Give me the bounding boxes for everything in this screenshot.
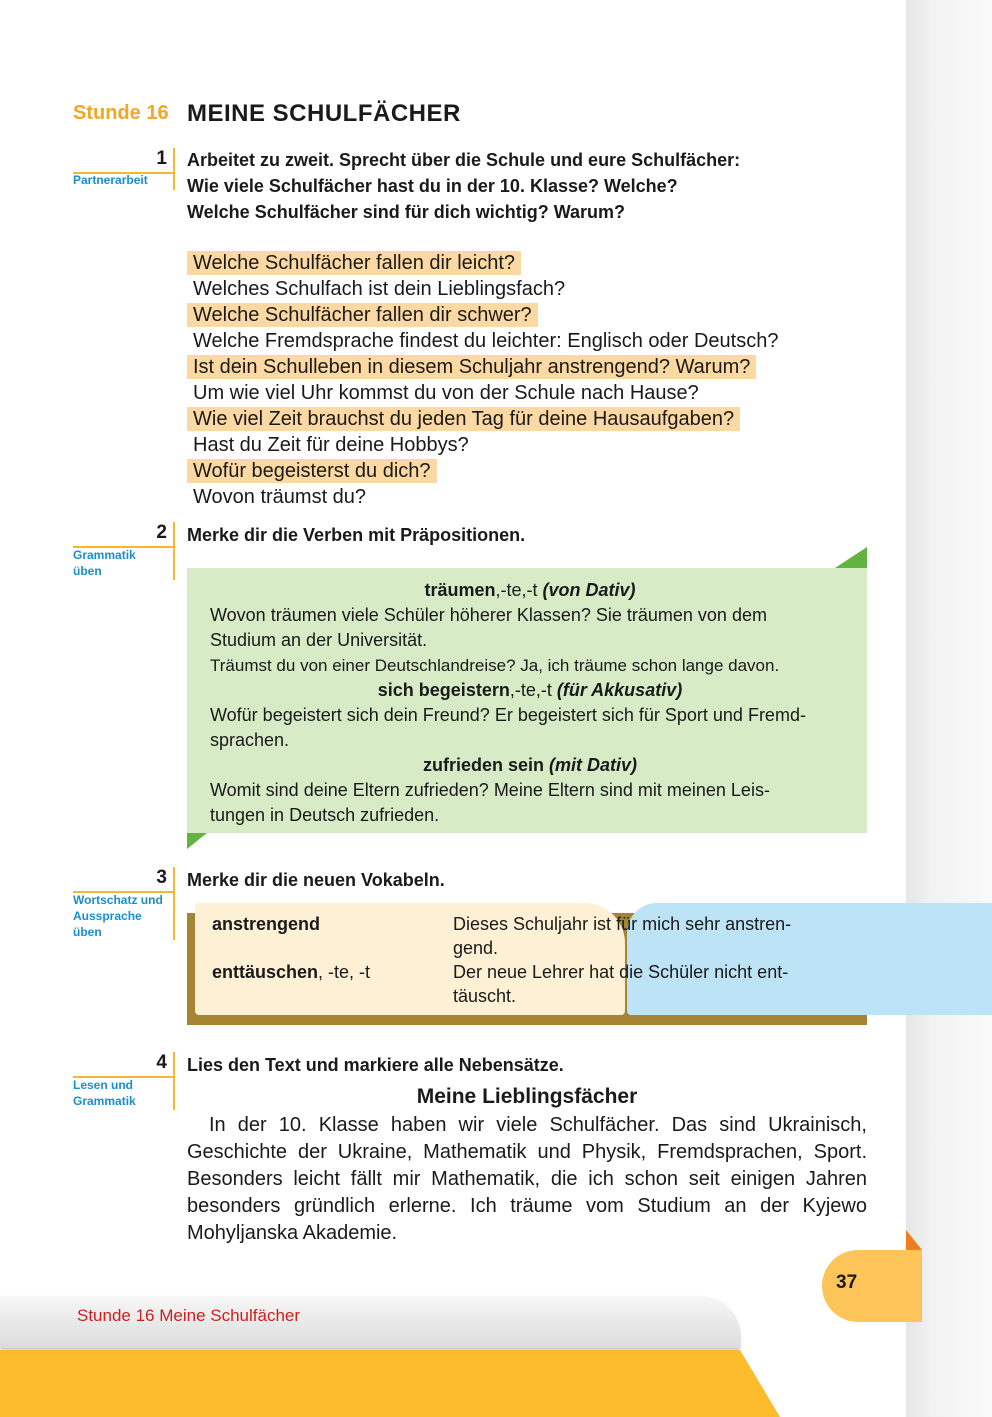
task-label: Wortschatz und Aussprache üben <box>73 893 163 939</box>
page-edge-shadow <box>906 0 992 1417</box>
verb-heading: zufrieden sein (mit Dativ) <box>422 755 638 775</box>
lesson-number: Stunde 16 <box>73 102 169 124</box>
page-corner-decoration <box>906 1230 922 1250</box>
example-line: sprachen. <box>210 730 290 750</box>
question: Wovon träumst du? <box>193 486 367 508</box>
question: Wofür begeisterst du dich? <box>187 459 437 483</box>
verb-heading: sich begeistern,-te,-t (für Akkusativ) <box>377 680 683 700</box>
reading-title: Meine Lieblingsfächer <box>416 1085 638 1108</box>
example-line: Wofür begeistert sich dein Freund? Er begeistert sich für Sport und Fremd- <box>210 705 806 725</box>
corner-decoration <box>187 833 207 849</box>
vocab-sentence: Dieses Schuljahr ist für mich sehr anstren- <box>453 914 792 934</box>
task-number: 2 <box>156 522 167 543</box>
task-number: 3 <box>156 867 167 888</box>
corner-decoration <box>835 547 867 568</box>
footer-yellow-band <box>0 1350 780 1417</box>
footer-text: Stunde 16 Meine Schulfächer <box>77 1306 301 1325</box>
task-number: 1 <box>156 148 167 169</box>
example-line: Womit sind deine Eltern zufrieden? Meine Eltern sind mit meinen Leis- <box>210 780 770 800</box>
page-number: 37 <box>836 1272 858 1293</box>
task1-instruction: Arbeitet zu zweit. Sprecht über die Schule und eure Schulfächer: Wie viele Schulfächer hast du in der 10. Klasse? Welche? Welche Schulfächer sind für dich wichtig? Warum? <box>187 150 741 222</box>
task-label: Lesen und Grammatik <box>73 1078 136 1108</box>
task3-instruction: Merke dir die neuen Vokabeln. <box>187 870 445 890</box>
task-label: Partnerarbeit <box>73 173 148 187</box>
task-tab-1 <box>73 148 175 192</box>
vocab-sentence: täuscht. <box>453 986 517 1006</box>
example-line: Träumst du von einer Deutschlandreise? Ja, ich träume schon lange davon. <box>210 656 780 675</box>
task-number: 4 <box>156 1052 167 1073</box>
task4-instruction: Lies den Text und markiere alle Nebensätze. <box>187 1055 564 1075</box>
vocab-word: anstrengend <box>212 914 321 934</box>
question: Hast du Zeit für deine Hobbys? <box>193 434 469 456</box>
example-line: Studium an der Universität. <box>210 630 428 650</box>
task-tab-4 <box>73 1052 175 1112</box>
example-line: tungen in Deutsch zufrieden. <box>210 805 440 825</box>
question: Welche Fremdsprache findest du leichter: Englisch oder Deutsch? <box>193 330 779 352</box>
vocab-book <box>187 903 867 1025</box>
reading-text: In der 10. Klasse haben wir viele Schulfächer. Das sind Ukrainisch, Geschichte der Ukraine, Mathematik und Physik, Fremdsprachen, Sport. Besonders leicht fällt mir Mathematik, die ich schon seit einigen Jahren besonders gründlich erlerne. Ich träume vom Studium an der Kyjewo Mohyljanska Akademie. <box>187 1114 867 1244</box>
vocab-word: enttäuschen, -te, -t <box>212 962 371 982</box>
page-title: MEINE SCHULFÄCHER <box>187 100 461 127</box>
question: Um wie viel Uhr kommst du von der Schule nach Hause? <box>193 382 699 404</box>
vocab-sentence: Der neue Lehrer hat die Schüler nicht ent- <box>453 962 789 982</box>
question: Welche Schulfächer fallen dir schwer? <box>187 303 538 327</box>
task2-instruction: Merke dir die Verben mit Präpositionen. <box>187 525 526 545</box>
verb-heading: träumen,-te,-t (von Dativ) <box>424 580 636 600</box>
example-line: Wovon träumen viele Schüler höherer Klassen? Sie träumen von dem <box>210 605 767 625</box>
task-tab-3 <box>73 867 175 942</box>
question: Ist dein Schulleben in diesem Schuljahr anstrengend? Warum? <box>187 355 756 379</box>
question: Welches Schulfach ist dein Lieblingsfach? <box>193 278 566 300</box>
vocab-sentence: gend. <box>453 938 499 958</box>
question: Wie viel Zeit brauchst du jeden Tag für deine Hausaufgaben? <box>187 407 740 431</box>
task-tab-2 <box>73 522 175 582</box>
question: Welche Schulfächer fallen dir leicht? <box>187 251 521 275</box>
task-label: Grammatik üben <box>73 548 136 578</box>
